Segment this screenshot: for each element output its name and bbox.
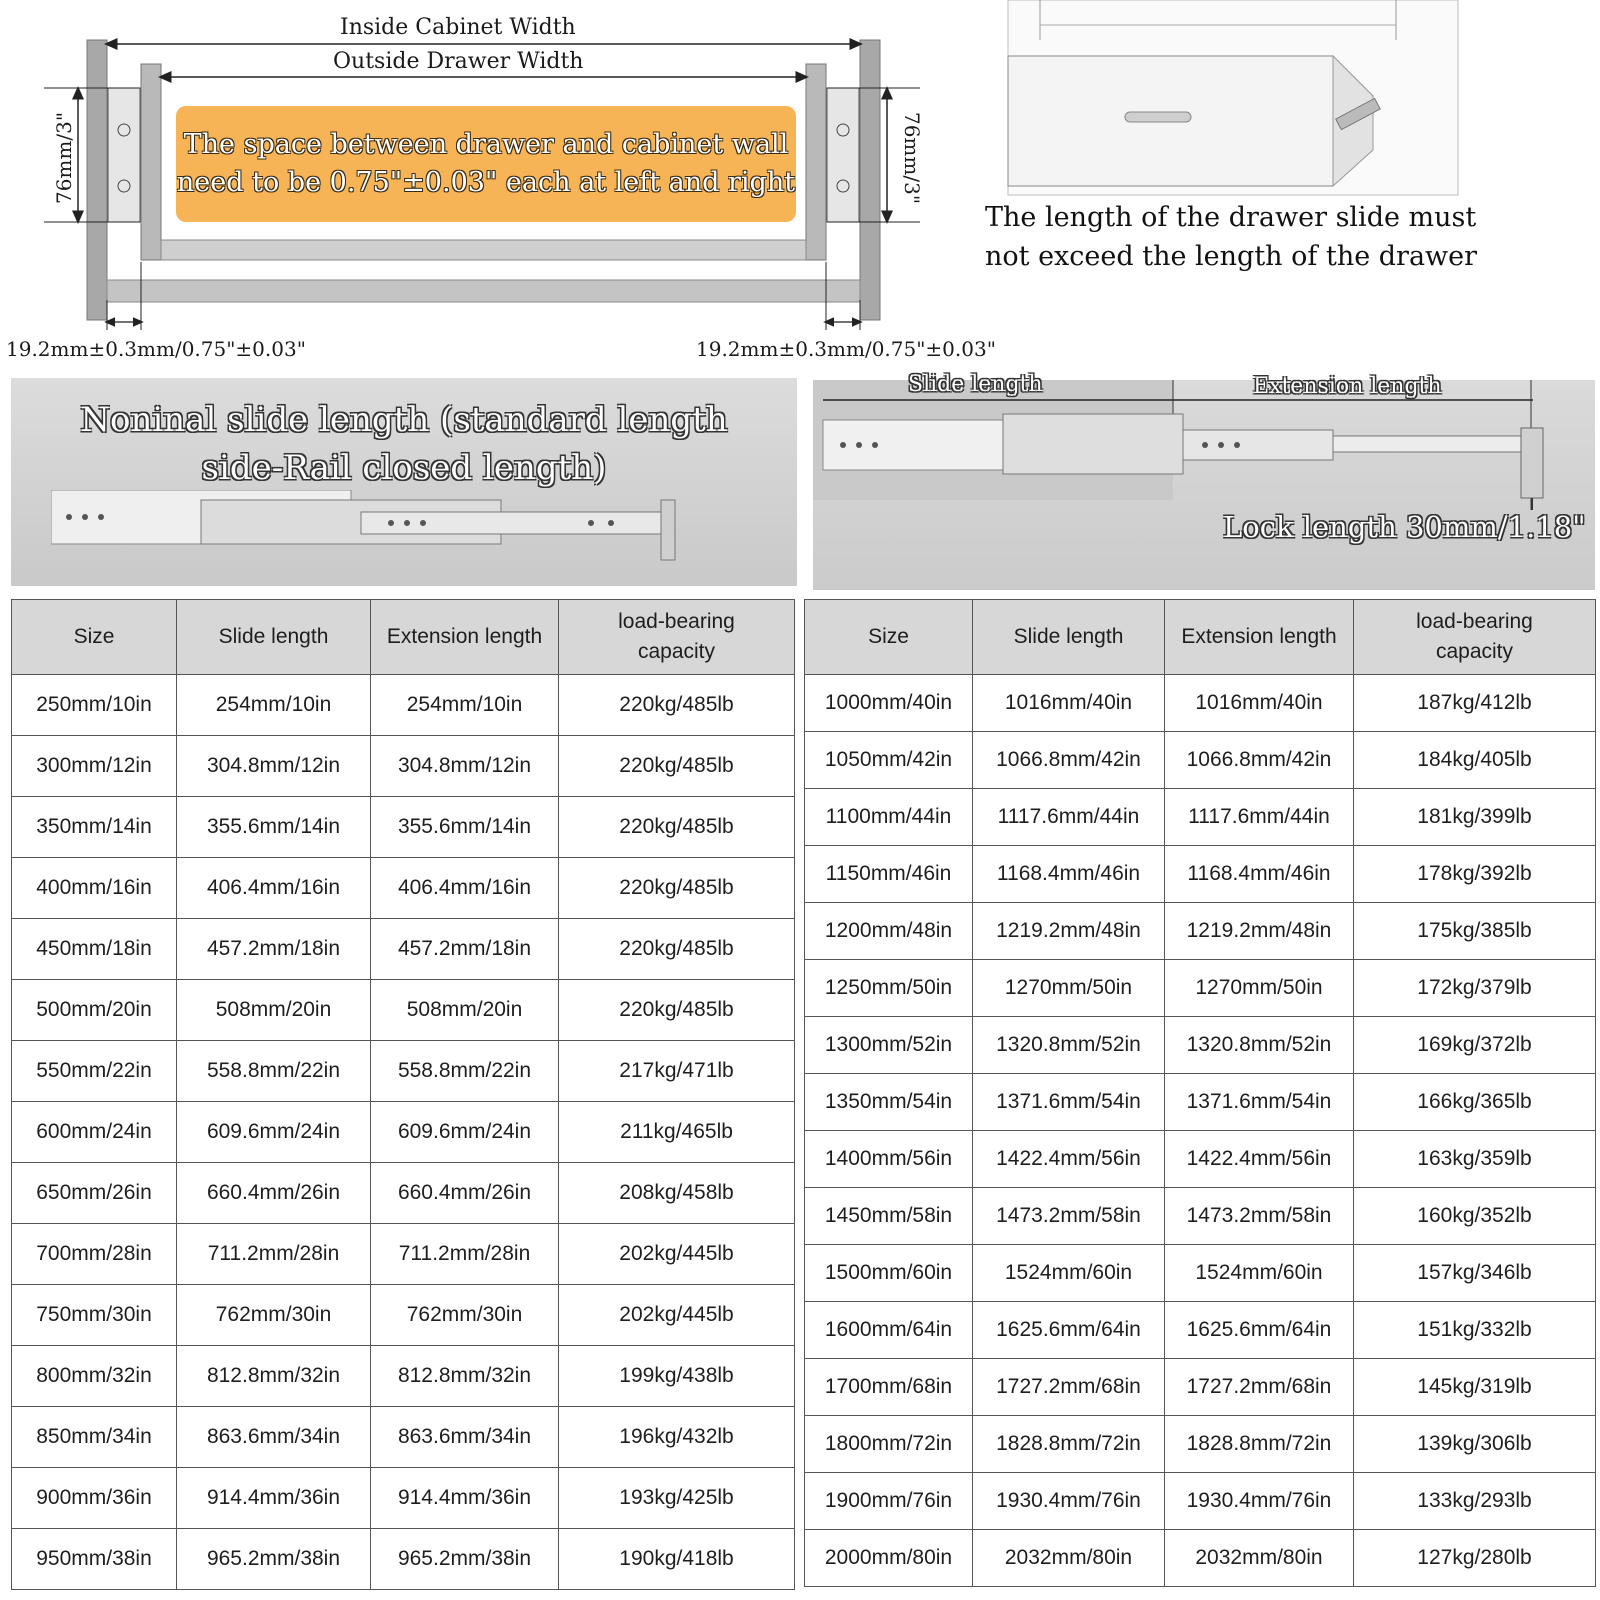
cell-size: 1100mm/44in [805,789,973,846]
slide-length-label: Slide length [908,372,1043,397]
cell-extension-length: 1168.4mm/46in [1165,846,1354,903]
table-row [805,675,1596,732]
cell-slide-length: 1270mm/50in [973,960,1165,1017]
table-row [12,1163,795,1224]
gap-note-callout [176,106,796,222]
cell-slide-length: 1625.6mm/64in [973,1302,1165,1359]
cell-size: 600mm/24in [12,1102,177,1163]
cell-extension-length: 1066.8mm/42in [1165,732,1354,789]
table-row [805,1245,1596,1302]
cell-extension-length: 863.6mm/34in [371,1407,559,1468]
cell-extension-length: 1727.2mm/68in [1165,1359,1354,1416]
table-row [12,1529,795,1590]
cell-slide-length: 2032mm/80in [973,1530,1165,1587]
cell-slide-length: 304.8mm/12in [177,736,371,797]
cell-load-capacity: 139kg/306lb [1354,1416,1596,1473]
cell-extension-length: 558.8mm/22in [371,1041,559,1102]
table-row [12,675,795,736]
header-size: Size [12,600,177,675]
cell-extension-length: 711.2mm/28in [371,1224,559,1285]
cell-size: 550mm/22in [12,1041,177,1102]
cell-load-capacity: 211kg/465lb [559,1102,795,1163]
cell-extension-length: 1930.4mm/76in [1165,1473,1354,1530]
cell-slide-length: 863.6mm/34in [177,1407,371,1468]
cell-size: 350mm/14in [12,797,177,858]
cell-extension-length: 812.8mm/32in [371,1346,559,1407]
cell-slide-length: 457.2mm/18in [177,919,371,980]
cell-load-capacity: 127kg/280lb [1354,1530,1596,1587]
cell-slide-length: 1828.8mm/72in [973,1416,1165,1473]
table-row [805,846,1596,903]
cell-extension-length: 2032mm/80in [1165,1530,1354,1587]
cell-slide-length: 1727.2mm/68in [973,1359,1165,1416]
cell-slide-length: 1168.4mm/46in [973,846,1165,903]
cell-slide-length: 1422.4mm/56in [973,1131,1165,1188]
cell-load-capacity: 220kg/485lb [559,858,795,919]
cell-load-capacity: 178kg/392lb [1354,846,1596,903]
cell-extension-length: 609.6mm/24in [371,1102,559,1163]
cell-extension-length: 1270mm/50in [1165,960,1354,1017]
cell-size: 500mm/20in [12,980,177,1041]
spec-table-left [11,599,795,1590]
cell-slide-length: 1473.2mm/58in [973,1188,1165,1245]
cell-load-capacity: 208kg/458lb [559,1163,795,1224]
table-row [12,1224,795,1285]
cell-load-capacity: 193kg/425lb [559,1468,795,1529]
cell-load-capacity: 187kg/412lb [1354,675,1596,732]
drawer-length-note: The length of the drawer slide must not exceed the length of the drawer [985,202,1478,272]
table-row [805,903,1596,960]
table-row [12,980,795,1041]
table-row [805,960,1596,1017]
cell-slide-length: 914.4mm/36in [177,1468,371,1529]
cell-slide-length: 1524mm/60in [973,1245,1165,1302]
cell-extension-length: 965.2mm/38in [371,1529,559,1590]
cell-size: 1250mm/50in [805,960,973,1017]
cell-size: 1350mm/54in [805,1074,973,1131]
gap-note-text: The space between drawer and cabinet wall need to be 0.75"±0.03" each at left and right [176,129,796,198]
table-row [805,1188,1596,1245]
cell-size: 800mm/32in [12,1346,177,1407]
height-label-left: 76mm/3" [52,111,77,205]
cell-size: 1400mm/56in [805,1131,973,1188]
cell-extension-length: 1625.6mm/64in [1165,1302,1354,1359]
drawer-drawing [978,0,1478,200]
cell-slide-length: 609.6mm/24in [177,1102,371,1163]
cell-slide-length: 1371.6mm/54in [973,1074,1165,1131]
table-row [12,858,795,919]
slide-profile-right [827,88,859,222]
header-slide-length: Slide length [973,600,1165,675]
cell-slide-length: 1320.8mm/52in [973,1017,1165,1074]
cell-slide-length: 254mm/10in [177,675,371,736]
cell-extension-length: 1320.8mm/52in [1165,1017,1354,1074]
cell-load-capacity: 220kg/485lb [559,797,795,858]
extension-length-photo [813,372,1595,590]
cell-slide-length: 1219.2mm/48in [973,903,1165,960]
table-row [805,1359,1596,1416]
cell-extension-length: 1016mm/40in [1165,675,1354,732]
cell-slide-length: 1016mm/40in [973,675,1165,732]
cell-size: 1150mm/46in [805,846,973,903]
cell-size: 2000mm/80in [805,1530,973,1587]
cell-size: 750mm/30in [12,1285,177,1346]
header-load-capacity: load-bearing capacity [559,600,795,675]
drawer-handle [1125,112,1191,122]
header-size: Size [805,600,973,675]
cell-slide-length: 762mm/30in [177,1285,371,1346]
cell-slide-length: 355.6mm/14in [177,797,371,858]
cell-load-capacity: 190kg/418lb [559,1529,795,1590]
cell-extension-length: 304.8mm/12in [371,736,559,797]
cell-load-capacity: 151kg/332lb [1354,1302,1596,1359]
header-extension-length: Extension length [1165,600,1354,675]
table-row [12,1041,795,1102]
header-slide-length: Slide length [177,600,371,675]
extension-length-label: Extension length [1253,374,1442,399]
cell-extension-length: 254mm/10in [371,675,559,736]
cell-extension-length: 1473.2mm/58in [1165,1188,1354,1245]
cell-slide-length: 1066.8mm/42in [973,732,1165,789]
cell-size: 400mm/16in [12,858,177,919]
cell-slide-length: 558.8mm/22in [177,1041,371,1102]
cell-slide-length: 1117.6mm/44in [973,789,1165,846]
cell-load-capacity: 220kg/485lb [559,980,795,1041]
cell-extension-length: 1524mm/60in [1165,1245,1354,1302]
cell-load-capacity: 184kg/405lb [1354,732,1596,789]
table-row [805,1074,1596,1131]
slide-profile-left [108,88,140,222]
cell-extension-length: 1422.4mm/56in [1165,1131,1354,1188]
cell-slide-length: 812.8mm/32in [177,1346,371,1407]
nominal-length-title: Noninal slide length (standard length side-Rail closed length) [80,400,728,488]
cell-slide-length: 1930.4mm/76in [973,1473,1165,1530]
table-row [805,1302,1596,1359]
cell-slide-length: 660.4mm/26in [177,1163,371,1224]
cell-load-capacity: 199kg/438lb [559,1346,795,1407]
cell-slide-length: 406.4mm/16in [177,858,371,919]
cell-size: 950mm/38in [12,1529,177,1590]
cell-load-capacity: 163kg/359lb [1354,1131,1596,1188]
header-extension-length: Extension length [371,600,559,675]
cell-load-capacity: 169kg/372lb [1354,1017,1596,1074]
drawer-bottom [161,240,806,260]
cell-size: 450mm/18in [12,919,177,980]
slide-rail-extended-image [813,380,1595,590]
cell-extension-length: 914.4mm/36in [371,1468,559,1529]
cell-size: 300mm/12in [12,736,177,797]
table-row [805,1131,1596,1188]
spec-table-right [804,599,1596,1587]
cell-size: 1300mm/52in [805,1017,973,1074]
cell-size: 1200mm/48in [805,903,973,960]
cell-size: 1500mm/60in [805,1245,973,1302]
table-row [805,1473,1596,1530]
cell-extension-length: 660.4mm/26in [371,1163,559,1224]
outside-drawer-width-label: Outside Drawer Width [333,49,584,74]
cell-extension-length: 457.2mm/18in [371,919,559,980]
cell-load-capacity: 220kg/485lb [559,736,795,797]
cell-extension-length: 355.6mm/14in [371,797,559,858]
cell-size: 650mm/26in [12,1163,177,1224]
table-row [12,1102,795,1163]
cell-load-capacity: 196kg/432lb [559,1407,795,1468]
cell-slide-length: 508mm/20in [177,980,371,1041]
table-row [805,732,1596,789]
table-row [12,919,795,980]
slide-rail-closed-image [51,490,711,570]
table-header-row [805,600,1596,675]
cell-size: 900mm/36in [12,1468,177,1529]
table-row [805,789,1596,846]
drawer-side-left [141,64,161,260]
cell-extension-length: 762mm/30in [371,1285,559,1346]
cell-load-capacity: 220kg/485lb [559,919,795,980]
cell-size: 700mm/28in [12,1224,177,1285]
cell-size: 850mm/34in [12,1407,177,1468]
cell-slide-length: 711.2mm/28in [177,1224,371,1285]
cell-extension-length: 1219.2mm/48in [1165,903,1354,960]
table-row [12,1407,795,1468]
cell-load-capacity: 160kg/352lb [1354,1188,1596,1245]
cabinet-wall-right [860,40,880,320]
cell-extension-length: 1117.6mm/44in [1165,789,1354,846]
gap-label-right: 19.2mm±0.3mm/0.75"±0.03" [696,337,996,361]
cell-load-capacity: 172kg/379lb [1354,960,1596,1017]
cell-load-capacity: 166kg/365lb [1354,1074,1596,1131]
cell-slide-length: 965.2mm/38in [177,1529,371,1590]
cell-load-capacity: 217kg/471lb [559,1041,795,1102]
table-row [805,1017,1596,1074]
table-row [12,736,795,797]
table-row [805,1530,1596,1587]
inside-cabinet-width-label: Inside Cabinet Width [340,15,576,40]
cell-size: 1600mm/64in [805,1302,973,1359]
cell-size: 1900mm/76in [805,1473,973,1530]
cabinet-wall-left [87,40,107,320]
cell-load-capacity: 145kg/319lb [1354,1359,1596,1416]
nominal-length-photo [11,378,797,586]
cell-size: 1800mm/72in [805,1416,973,1473]
cell-load-capacity: 175kg/385lb [1354,903,1596,960]
cell-load-capacity: 157kg/346lb [1354,1245,1596,1302]
table-row [12,1285,795,1346]
table-row [12,797,795,858]
cabinet-cross-section-diagram [0,0,996,370]
cell-size: 1700mm/68in [805,1359,973,1416]
cell-size: 1450mm/58in [805,1188,973,1245]
cell-size: 1050mm/42in [805,732,973,789]
cell-load-capacity: 181kg/399lb [1354,789,1596,846]
cell-load-capacity: 220kg/485lb [559,675,795,736]
cell-extension-length: 406.4mm/16in [371,858,559,919]
cabinet-bottom [107,280,860,302]
table-header-row [12,600,795,675]
cell-extension-length: 508mm/20in [371,980,559,1041]
cell-load-capacity: 133kg/293lb [1354,1473,1596,1530]
cell-size: 1000mm/40in [805,675,973,732]
cell-size: 250mm/10in [12,675,177,736]
gap-label-left: 19.2mm±0.3mm/0.75"±0.03" [6,337,306,361]
header-load-capacity: load-bearing capacity [1354,600,1596,675]
table-row [12,1468,795,1529]
lock-length-label: Lock length 30mm/1.18" [1223,510,1586,544]
cell-load-capacity: 202kg/445lb [559,1285,795,1346]
height-label-right: 76mm/3" [900,111,925,205]
cell-load-capacity: 202kg/445lb [559,1224,795,1285]
cell-extension-length: 1371.6mm/54in [1165,1074,1354,1131]
table-row [805,1416,1596,1473]
drawer-side-right [806,64,826,260]
table-row [12,1346,795,1407]
cell-extension-length: 1828.8mm/72in [1165,1416,1354,1473]
